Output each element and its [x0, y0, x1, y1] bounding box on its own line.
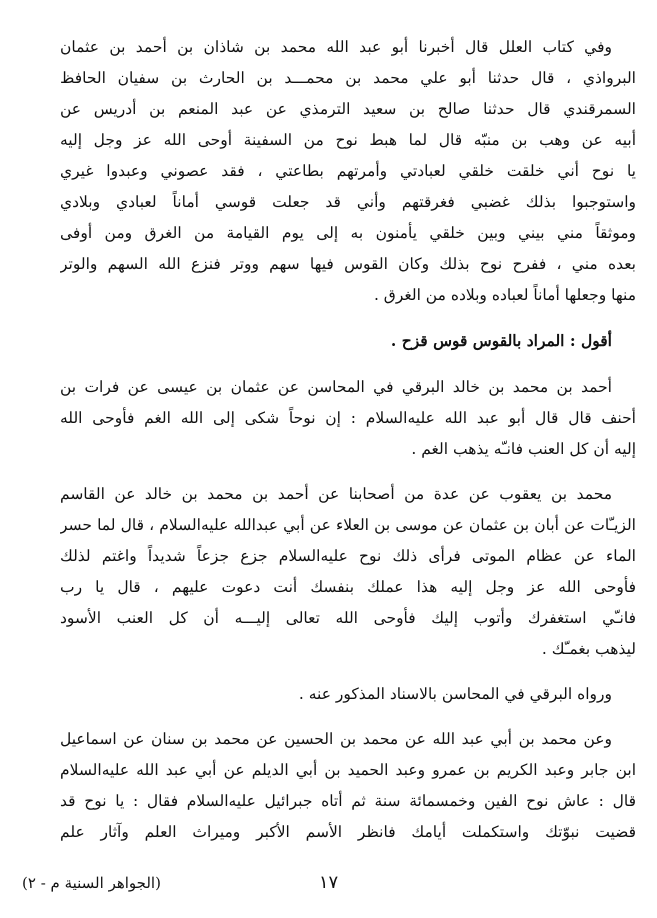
text-line: وموثقاً مني بيني وبين خلقي يأمنون به إلى يوم القيامة من الغرق ومن أوفى: [60, 224, 636, 242]
text-line: السمرقندي قال حدثنا صالح بن سعيد الترمذي عن عبد المنعم بن أدريس عن: [60, 100, 636, 118]
page-footer: [0, 868, 657, 898]
text-line: ورواه البرقي في المحاسن بالاسناد المذكور عنه .: [298, 685, 612, 703]
heading-line: أقول : المراد بالقوس قوس قزح .: [390, 331, 612, 350]
text-line: فانـّي استغفرك وأتوب إليك فأوحى الله تعالى إليـــه أن كل العنب الأسود: [60, 609, 636, 627]
text-line: بعده مني ، ففرح نوح بذلك وكان القوس فيها سهم ووتر فنزع الله السهم والوتر: [60, 255, 636, 273]
text-line: البرواذي ، قال حدثنا أبو علي محمد بن محمـــد بن الحارث بن سفيان الحافظ: [60, 69, 636, 87]
text-line: واستوجبوا بذلك غضبي فغرقتهم وأني قد جعلت قوسي أماناً لعبادي وبلادي: [60, 193, 636, 211]
text-line: أحمد بن محمد بن خالد البرقي في المحاسن عن عثمان بن عيسى عن فرات بن: [60, 378, 612, 396]
text-line: الزيـّات عن أبان بن عثمان عن موسى بن العلاء عن أبي عبدالله عليه‌السلام ، قال لما حسر: [60, 516, 636, 534]
text-line: إليه أن كل العنب فانـّه يذهب الغم .: [411, 440, 636, 458]
text-line: أحنف قال قال أبو عبد الله عليه‌السلام : إن نوحاً شكى إلى الله الغم فأوحى الله: [60, 409, 636, 427]
text-line: وعن محمد بن أبي عبد الله عن محمد بن الحسين عن محمد بن سنان عن اسماعيل: [60, 730, 612, 748]
text-line: منها وجعلها أماناً لعباده وبلاده من الغرق .: [373, 286, 636, 304]
text-line: وفي كتاب العلل قال أخبرنا أبو عبد الله محمد بن شاذان بن أحمد بن عثمان: [60, 38, 612, 56]
page-number: ١٧: [318, 872, 339, 893]
text-line: ابن جابر وعبد الكريم بن عمرو وعبد الحميد بن أبي الديلم عن أبي عبد الله عليه‌السلام: [60, 761, 636, 779]
text-line: الماء عن عظام الموتى فرأى ذلك نوح عليه‌السلام جزع جزعاً شديداً واغتم لذلك: [60, 547, 636, 565]
text-line: محمد بن يعقوب عن عدة من أصحابنا عن أحمد بن محمد بن خالد عن القاسم: [60, 485, 612, 503]
text-line: أبيه عن وهب بن منبّه قال لما هبط نوح من السفينة أوحى الله عز وجل إليه: [60, 131, 636, 149]
signature-reference: (الجواهر السنية م - ٢): [22, 874, 161, 892]
text-line: ليذهب بغمـّك .: [541, 640, 636, 658]
text-line: قال : عاش نوح الفين وخمسمائة سنة ثم أتاه جبرائيل عليه‌السلام فقال : يا نوح قد: [60, 792, 636, 810]
text-line: فأوحى الله عز وجل إليه هذا عملك بنفسك أنت دعوت عليهم ، قال يا رب: [60, 578, 636, 596]
text-line: يا نوح أني خلقت خلقي لعبادتي وأمرتهم بطاعتي ، فقد عصوني وعبدوا غيري: [60, 162, 636, 180]
text-line: قضيت نبوّتك واستكملت أيامك فانظر الأسم الأكبر وميراث العلم وآثار علم: [60, 823, 636, 841]
